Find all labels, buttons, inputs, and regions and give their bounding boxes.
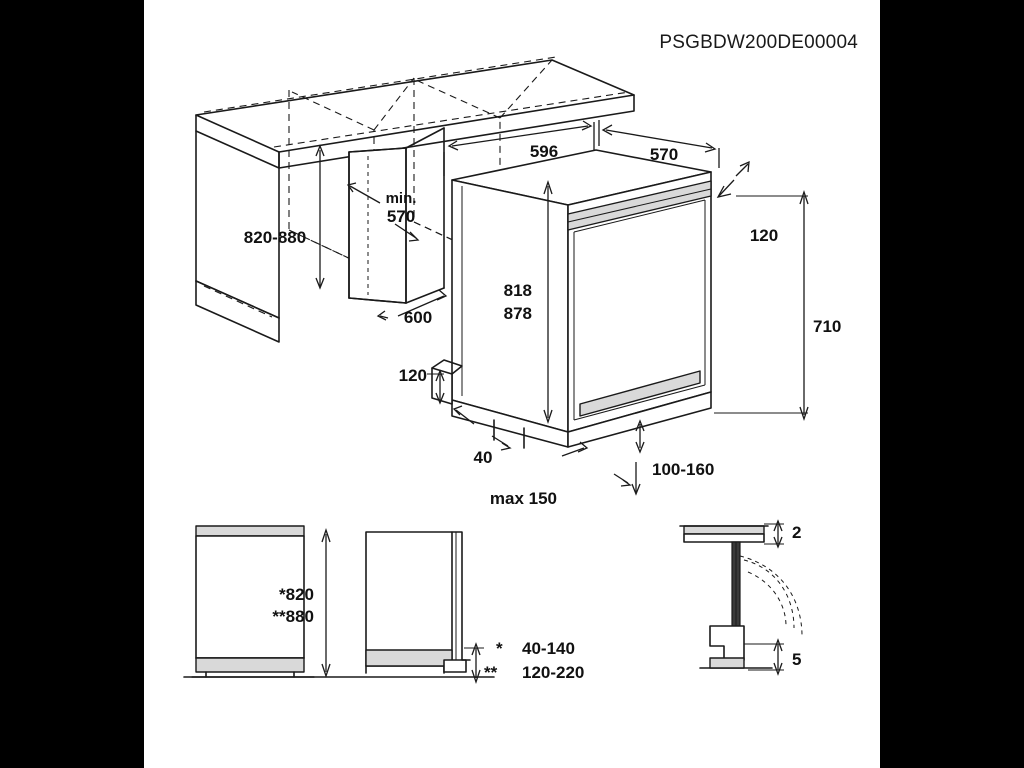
dim-footnote-one: * (496, 639, 503, 658)
dim-elev-height-low: *820 (279, 585, 314, 604)
view-fixing-detail (680, 526, 802, 668)
dim-worktop-height: 710 (813, 317, 842, 336)
view-side-elevation (366, 532, 470, 673)
dim-footnote-two: ** (484, 663, 498, 682)
dim-max-plinth: max 150 (489, 489, 557, 508)
dim-min-depth: 570 (386, 207, 416, 226)
dishwasher-body (452, 150, 711, 448)
dim-adjust-range-one: 40-140 (522, 639, 575, 658)
view-isometric (196, 57, 711, 448)
drawing-code-label: PSGBDW200DE00004 (659, 32, 858, 53)
dim-plinth-range: 100-160 (652, 460, 715, 479)
dim-height-high: 878 (503, 304, 532, 323)
dim-niche-width: 600 (403, 308, 433, 327)
dim-appliance-width: 596 (529, 142, 559, 161)
dim-plinth-recess: 120 (398, 366, 427, 385)
dim-elev-height-high: **880 (272, 607, 314, 626)
dim-door-gap: 120 (749, 226, 779, 245)
dim-plinth-offset: 40 (473, 448, 493, 467)
dim-appliance-depth: 570 (649, 145, 679, 164)
dim-adjust-range-two: 120-220 (522, 663, 585, 682)
dim-niche-height: 820-880 (243, 228, 307, 247)
dimension-side-adjust (464, 639, 584, 682)
dimension-fixing-detail (744, 521, 801, 674)
dim-height-low: 818 (503, 281, 532, 300)
dim-min-prefix: min. (385, 190, 417, 207)
dim-fix-bottom: 5 (792, 650, 802, 669)
worktop-slab (196, 57, 634, 168)
technical-drawing (144, 0, 880, 768)
drawing-sheet (144, 0, 880, 768)
dim-fix-top: 2 (792, 523, 802, 542)
